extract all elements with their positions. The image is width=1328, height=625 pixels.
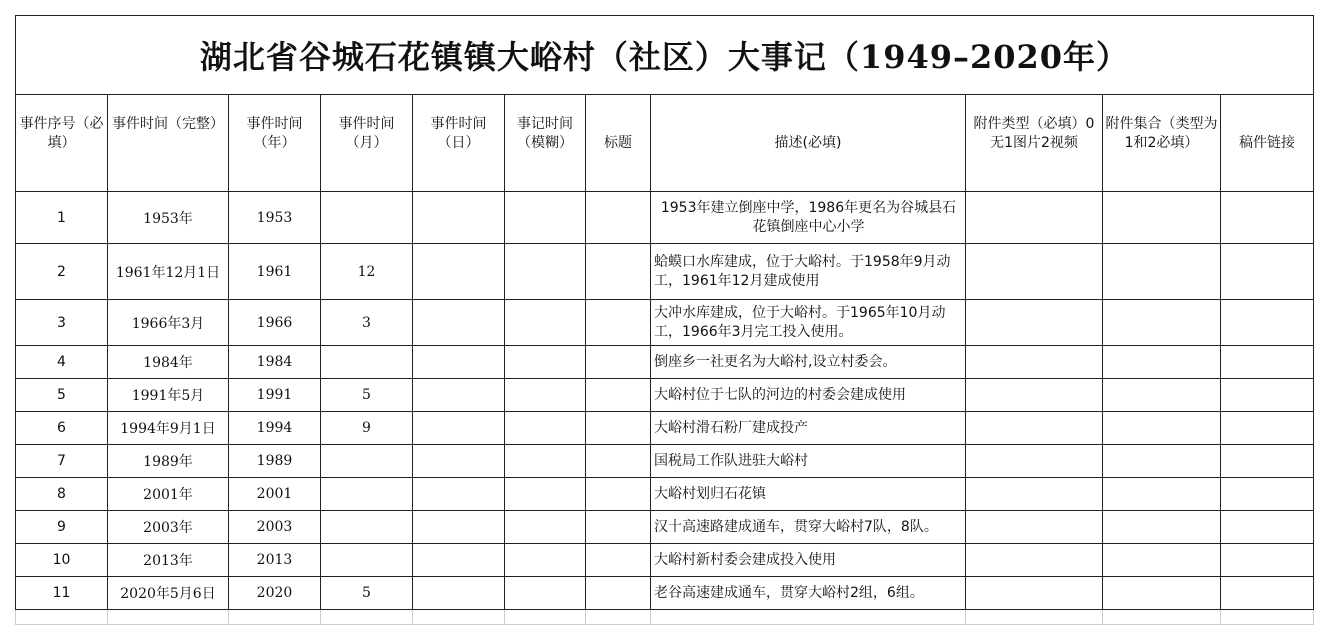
cell-full-time[interactable]: 2001年: [108, 478, 229, 511]
table-cell[interactable]: [1103, 610, 1221, 625]
cell-link[interactable]: [1221, 445, 1314, 478]
cell-month[interactable]: [321, 478, 413, 511]
cell-fuzzy-time[interactable]: [505, 192, 586, 244]
cell-link[interactable]: [1221, 511, 1314, 544]
cell-fuzzy-time[interactable]: [505, 478, 586, 511]
cell-heading[interactable]: [586, 300, 651, 346]
cell-attachment-set[interactable]: [1103, 412, 1221, 445]
cell-description[interactable]: 大峪村滑石粉厂建成投产: [651, 412, 966, 445]
cell-description[interactable]: 老谷高速建成通车，贯穿大峪村2组，6组。: [651, 577, 966, 610]
table-body: [16, 192, 1314, 610]
header-year[interactable]: 事件时间（年）: [229, 95, 321, 192]
cell-full-time[interactable]: 1966年3月: [108, 300, 229, 346]
cell-year[interactable]: 1984: [229, 346, 321, 379]
cell-description[interactable]: 大峪村新村委会建成投入使用: [651, 544, 966, 577]
cell-attachment-set[interactable]: [1103, 577, 1221, 610]
cell-month[interactable]: 12: [321, 244, 413, 300]
cell-heading[interactable]: [586, 511, 651, 544]
cell-seq[interactable]: 11: [16, 577, 108, 610]
cell-link[interactable]: [1221, 192, 1314, 244]
cell-attachment-type[interactable]: [966, 244, 1103, 300]
cell-day[interactable]: [413, 346, 505, 379]
table-row[interactable]: [16, 300, 1314, 346]
cell-attachment-type[interactable]: [966, 412, 1103, 445]
cell-heading[interactable]: [586, 379, 651, 412]
cell-seq[interactable]: 7: [16, 445, 108, 478]
cell-year[interactable]: 2003: [229, 511, 321, 544]
cell-month[interactable]: 3: [321, 300, 413, 346]
table-cell[interactable]: [321, 610, 413, 625]
table-row[interactable]: [16, 544, 1314, 577]
cell-full-time[interactable]: 1994年9月1日: [108, 412, 229, 445]
table-cell[interactable]: [1221, 610, 1314, 625]
cell-day[interactable]: [413, 577, 505, 610]
table-row[interactable]: [16, 244, 1314, 300]
table-cell[interactable]: [505, 610, 586, 625]
cell-month[interactable]: 5: [321, 577, 413, 610]
cell-description[interactable]: 大峪村划归石花镇: [651, 478, 966, 511]
cell-fuzzy-time[interactable]: [505, 379, 586, 412]
cell-seq[interactable]: 9: [16, 511, 108, 544]
cell-day[interactable]: [413, 511, 505, 544]
cell-description[interactable]: 汉十高速路建成通车，贯穿大峪村7队，8队。: [651, 511, 966, 544]
cell-fuzzy-time[interactable]: [505, 244, 586, 300]
cell-description[interactable]: 国税局工作队进驻大峪村: [651, 445, 966, 478]
cell-attachment-set[interactable]: [1103, 244, 1221, 300]
header-month[interactable]: 事件时间（月）: [321, 95, 413, 192]
page-title: 湖北省谷城石花镇镇大峪村（社区）大事记（1949–2020年）: [16, 16, 1314, 95]
cell-link[interactable]: [1221, 300, 1314, 346]
header-attachment-type[interactable]: 附件类型（必填）0无1图片2视频: [966, 95, 1103, 192]
cell-full-time[interactable]: 1984年: [108, 346, 229, 379]
cell-month[interactable]: [321, 445, 413, 478]
cell-attachment-set[interactable]: [1103, 300, 1221, 346]
header-attachment-set[interactable]: 附件集合（类型为1和2必填）: [1103, 95, 1221, 192]
cell-full-time[interactable]: 1991年5月: [108, 379, 229, 412]
cell-day[interactable]: [413, 478, 505, 511]
cell-full-time[interactable]: 2003年: [108, 511, 229, 544]
cell-year[interactable]: 2001: [229, 478, 321, 511]
cell-attachment-set[interactable]: [1103, 379, 1221, 412]
cell-attachment-type[interactable]: [966, 445, 1103, 478]
cell-heading[interactable]: [586, 412, 651, 445]
cell-attachment-type[interactable]: [966, 300, 1103, 346]
cell-month[interactable]: 5: [321, 379, 413, 412]
cell-link[interactable]: [1221, 412, 1314, 445]
cell-link[interactable]: [1221, 478, 1314, 511]
cell-month[interactable]: 9: [321, 412, 413, 445]
cell-link[interactable]: [1221, 346, 1314, 379]
cell-attachment-type[interactable]: [966, 544, 1103, 577]
cell-day[interactable]: [413, 300, 505, 346]
cell-fuzzy-time[interactable]: [505, 511, 586, 544]
cell-year[interactable]: 1953: [229, 192, 321, 244]
cell-attachment-set[interactable]: [1103, 544, 1221, 577]
cell-seq[interactable]: 6: [16, 412, 108, 445]
cell-attachment-type[interactable]: [966, 478, 1103, 511]
cell-description[interactable]: 大冲水库建成，位于大峪村。于1965年10月动工，1966年3月完工投入使用。: [651, 300, 966, 346]
cell-attachment-type[interactable]: [966, 577, 1103, 610]
header-full-time[interactable]: 事件时间（完整）: [108, 95, 229, 192]
cell-heading[interactable]: [586, 544, 651, 577]
cell-heading[interactable]: [586, 478, 651, 511]
cell-link[interactable]: [1221, 379, 1314, 412]
cell-seq[interactable]: 2: [16, 244, 108, 300]
cell-full-time[interactable]: 2020年5月6日: [108, 577, 229, 610]
cell-year[interactable]: 1991: [229, 379, 321, 412]
header-seq[interactable]: 事件序号（必填）: [16, 95, 108, 192]
cell-year[interactable]: 1961: [229, 244, 321, 300]
cell-year[interactable]: 1994: [229, 412, 321, 445]
cell-attachment-set[interactable]: [1103, 511, 1221, 544]
cell-day[interactable]: [413, 244, 505, 300]
cell-day[interactable]: [413, 192, 505, 244]
cell-full-time[interactable]: 2013年: [108, 544, 229, 577]
cell-year[interactable]: 1966: [229, 300, 321, 346]
cell-seq[interactable]: 1: [16, 192, 108, 244]
header-fuzzy-time[interactable]: 事记时间（模糊）: [505, 95, 586, 192]
cell-fuzzy-time[interactable]: [505, 300, 586, 346]
cell-fuzzy-time[interactable]: [505, 412, 586, 445]
cell-fuzzy-time[interactable]: [505, 346, 586, 379]
cell-attachment-type[interactable]: [966, 346, 1103, 379]
table-cell[interactable]: [229, 610, 321, 625]
cell-seq[interactable]: 10: [16, 544, 108, 577]
cell-heading[interactable]: [586, 244, 651, 300]
table-row[interactable]: [16, 379, 1314, 412]
cell-day[interactable]: [413, 544, 505, 577]
table-cell[interactable]: [16, 610, 108, 625]
table-row[interactable]: [16, 511, 1314, 544]
cell-heading[interactable]: [586, 346, 651, 379]
table-cell[interactable]: [651, 610, 966, 625]
table-cell[interactable]: [966, 610, 1103, 625]
cell-description[interactable]: 蛤蟆口水库建成，位于大峪村。于1958年9月动工，1961年12月建成使用: [651, 244, 966, 300]
cell-year[interactable]: 1989: [229, 445, 321, 478]
cell-description[interactable]: 倒座乡一社更名为大峪村,设立村委会。: [651, 346, 966, 379]
cell-full-time[interactable]: 1953年: [108, 192, 229, 244]
table-row-empty[interactable]: [16, 610, 1314, 625]
table-row[interactable]: [16, 445, 1314, 478]
table-row[interactable]: [16, 577, 1314, 610]
table-cell[interactable]: [586, 610, 651, 625]
cell-month[interactable]: [321, 511, 413, 544]
header-description[interactable]: 描述(必填): [651, 95, 966, 192]
cell-description[interactable]: 大峪村位于七队的河边的村委会建成使用: [651, 379, 966, 412]
cell-day[interactable]: [413, 445, 505, 478]
cell-heading[interactable]: [586, 192, 651, 244]
cell-link[interactable]: [1221, 544, 1314, 577]
cell-link[interactable]: [1221, 577, 1314, 610]
header-link[interactable]: 稿件链接: [1221, 95, 1314, 192]
table-cell[interactable]: [413, 610, 505, 625]
cell-month[interactable]: [321, 544, 413, 577]
cell-attachment-set[interactable]: [1103, 192, 1221, 244]
cell-heading[interactable]: [586, 445, 651, 478]
cell-link[interactable]: [1221, 244, 1314, 300]
header-day[interactable]: 事件时间（日）: [413, 95, 505, 192]
cell-day[interactable]: [413, 379, 505, 412]
chronicle-sheet: [15, 15, 1313, 625]
cell-attachment-set[interactable]: [1103, 346, 1221, 379]
cell-heading[interactable]: [586, 577, 651, 610]
cell-fuzzy-time[interactable]: [505, 577, 586, 610]
cell-day[interactable]: [413, 412, 505, 445]
cell-attachment-set[interactable]: [1103, 445, 1221, 478]
cell-fuzzy-time[interactable]: [505, 544, 586, 577]
cell-attachment-type[interactable]: [966, 511, 1103, 544]
header-heading[interactable]: 标题: [586, 95, 651, 192]
cell-attachment-set[interactable]: [1103, 478, 1221, 511]
cell-attachment-type[interactable]: [966, 192, 1103, 244]
cell-seq[interactable]: 4: [16, 346, 108, 379]
cell-seq[interactable]: 5: [16, 379, 108, 412]
table-row[interactable]: [16, 346, 1314, 379]
cell-seq[interactable]: 8: [16, 478, 108, 511]
cell-seq[interactable]: 3: [16, 300, 108, 346]
table-row[interactable]: [16, 192, 1314, 244]
cell-attachment-type[interactable]: [966, 379, 1103, 412]
cell-full-time[interactable]: 1989年: [108, 445, 229, 478]
cell-year[interactable]: 2020: [229, 577, 321, 610]
table-row[interactable]: [16, 412, 1314, 445]
cell-month[interactable]: [321, 346, 413, 379]
cell-month[interactable]: [321, 192, 413, 244]
cell-year[interactable]: 2013: [229, 544, 321, 577]
cell-fuzzy-time[interactable]: [505, 445, 586, 478]
table-cell[interactable]: [108, 610, 229, 625]
table-row[interactable]: [16, 478, 1314, 511]
cell-full-time[interactable]: 1961年12月1日: [108, 244, 229, 300]
chronicle-table: [15, 15, 1314, 625]
cell-description[interactable]: 1953年建立倒座中学，1986年更名为谷城县石花镇倒座中心小学: [651, 192, 966, 244]
